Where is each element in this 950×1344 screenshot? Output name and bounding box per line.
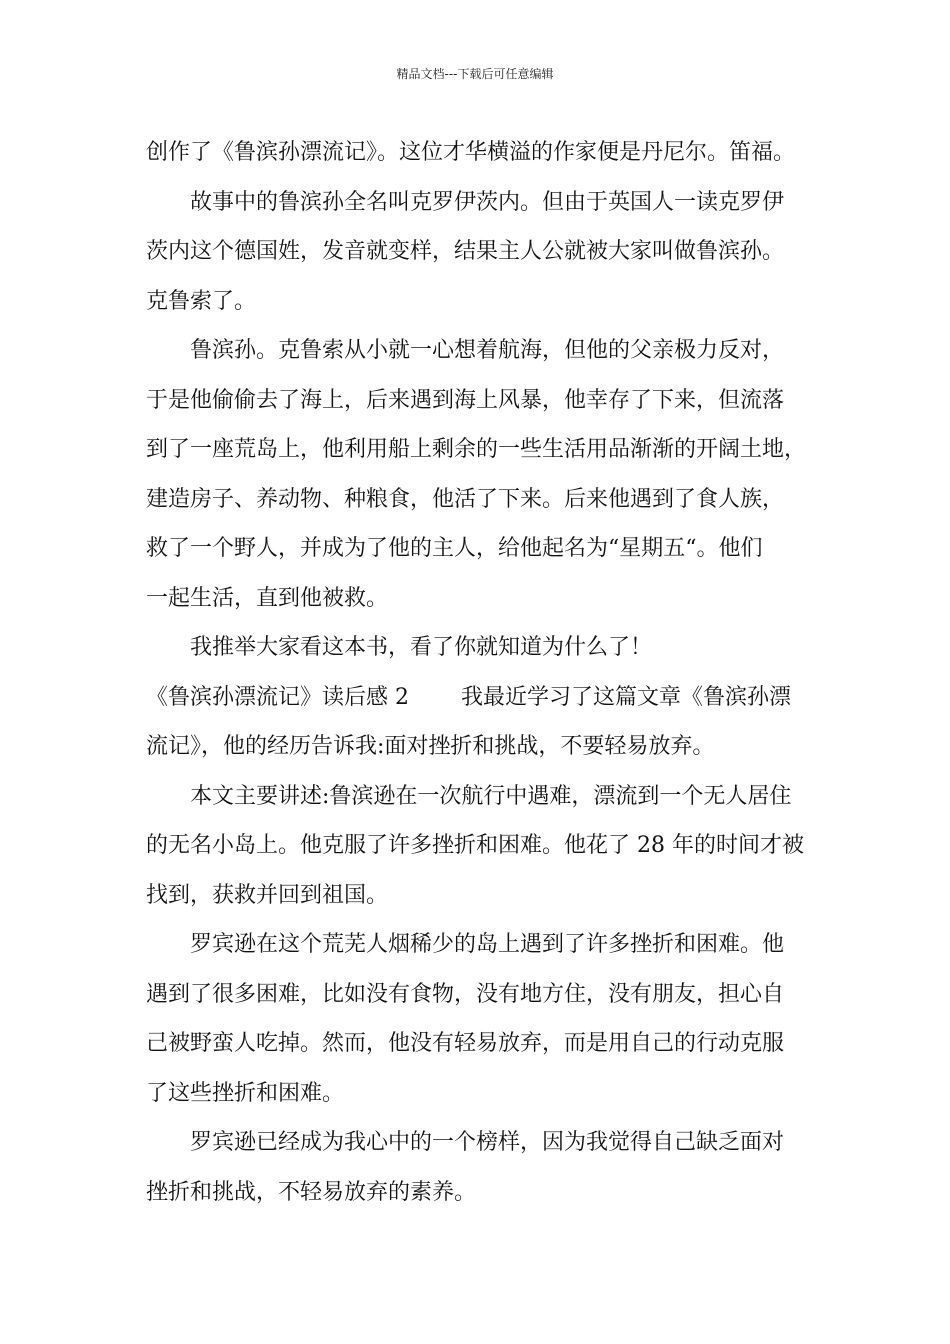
text-line: 找到，获救并回到祖国。 xyxy=(146,882,389,908)
section-title: 《鲁滨孙漂流记》读后感 2 xyxy=(146,684,409,710)
text-line: 鲁滨孙。克鲁索从小就一心想着航海，但他的父亲极力反对， xyxy=(190,338,785,363)
text-line: 罗宾逊在这个荒芜人烟稀少的岛上遇到了许多挫折和困难。他 xyxy=(190,932,785,957)
text-line: 我最近学习了这篇文章《鲁滨孙漂 xyxy=(461,684,792,710)
text-line: 的无名小岛上。他克服了许多挫折和困难。他花了 28 年的时间才被 xyxy=(146,833,804,858)
text-line: 创作了《鲁滨孙漂流记》。这位才华横溢的作家便是丹尼尔。笛福。 xyxy=(146,140,796,165)
text-line: 罗宾逊已经成为我心中的一个榜样，因为我觉得自己缺乏面对 xyxy=(190,1130,785,1155)
text-line: 己被野蛮人吃掉。然而，他没有轻易放弃，而是用自己的行动克服 xyxy=(146,1031,785,1056)
text-line: 茨内这个德国姓，发音就变样，结果主人公就被大家叫做鲁滨孙。 xyxy=(146,239,785,264)
text-line: 到了一座荒岛上，他利用船上剩余的一些生活用品渐渐的开阔土地， xyxy=(146,437,807,462)
text-line: 本文主要讲述:鲁滨逊在一次航行中遇难，漂流到一个无人居住 xyxy=(190,783,792,809)
text-line: 一起生活，直到他被救。 xyxy=(146,585,389,611)
section-title-line xyxy=(146,673,826,723)
text-line: 流记》，他的经历告诉我:面对挫折和挑战，不要轻易放弃。 xyxy=(146,734,715,759)
text-line: 挫折和挑战，不轻易放弃的素养。 xyxy=(146,1179,477,1205)
text-line: 于是他偷偷去了海上，后来遇到海上风暴，他幸存了下来，但流落 xyxy=(146,387,785,413)
text-line: 建造房子、养动物、种粮食，他活了下来。后来他遇到了食人族， xyxy=(146,486,785,512)
text-line: 我推举大家看这本书，看了你就知道为什么了！ xyxy=(190,635,653,660)
text-line: 救了一个野人，并成为了他的主人，给他起名为“星期五“。他们 xyxy=(146,536,763,561)
text-line: 克鲁索了。 xyxy=(146,288,257,314)
text-line: 故事中的鲁滨孙全名叫克罗伊茨内。但由于英国人一读克罗伊 xyxy=(190,189,785,215)
document-body xyxy=(146,128,826,1217)
page-header: 精品文档---下载后可任意编辑 xyxy=(396,67,554,81)
text-line: 遇到了很多困难，比如没有食物，没有地方住，没有朋友，担心自 xyxy=(146,981,785,1007)
text-line: 了这些挫折和困难。 xyxy=(146,1080,345,1106)
